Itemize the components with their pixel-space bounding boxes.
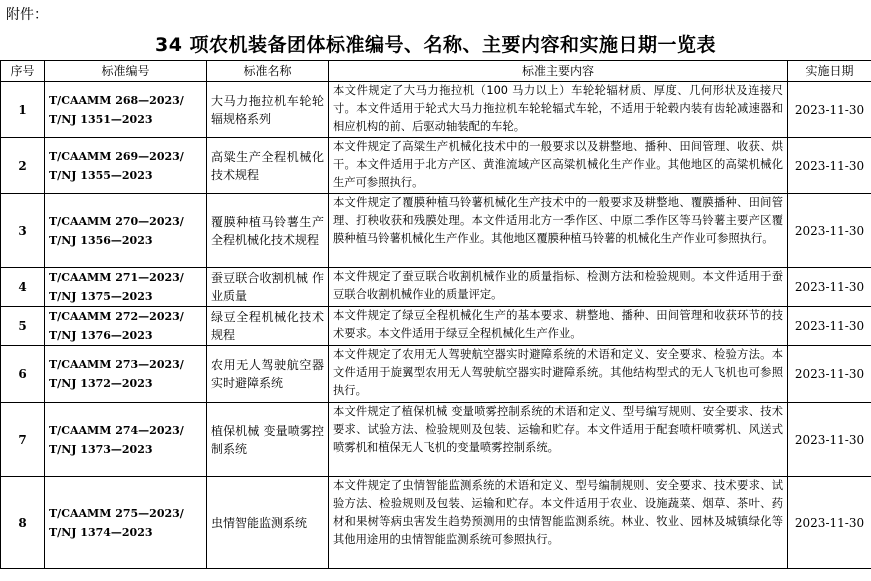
effective-date: 2023-11-30 bbox=[788, 346, 871, 403]
effective-date: 2023-11-30 bbox=[788, 82, 871, 138]
standard-name: 植保机械 变量喷雾控制系统 bbox=[207, 403, 329, 477]
row-index: 7 bbox=[1, 403, 45, 477]
standard-content: 本文件规定了绿豆全程机械化生产的基本要求、耕整地、播种、田间管理和收获环节的技术要求。本文件适用于绿豆全程机械化生产作业。 bbox=[329, 307, 788, 346]
table-row bbox=[1, 138, 871, 194]
standard-name: 覆膜种植马铃薯生产全程机械化技术规程 bbox=[207, 194, 329, 268]
standard-name: 绿豆全程机械化技术规程 bbox=[207, 307, 329, 346]
standard-code: T/CAAMM 273—2023/ T/NJ 1372—2023 bbox=[45, 346, 207, 403]
standard-code: T/CAAMM 274—2023/ T/NJ 1373—2023 bbox=[45, 403, 207, 477]
standard-content: 本文件规定了大马力拖拉机（100 马力以上）车轮轮辐材质、厚度、几何形状及连接尺寸。本文件适用于轮式大马力拖拉机车轮轮辐式车轮，不适用于轮毂内装有齿轮减速器和相应机构的前、后驱动轴装配的车轮。 bbox=[329, 82, 788, 138]
column-header-name: 标准名称 bbox=[207, 61, 329, 82]
row-index: 4 bbox=[1, 268, 45, 307]
table-row bbox=[1, 268, 871, 307]
standard-code: T/CAAMM 275—2023/ T/NJ 1374—2023 bbox=[45, 477, 207, 569]
standard-content: 本文件规定了虫情智能监测系统的术语和定义、型号编制规则、安全要求、技术要求、试验方法、检验规则及包装、运输和贮存。本文件适用于农业、设施蔬菜、烟草、茶叶、药材和果树等病虫害发生趋势预测用的虫情智能监测系统。林业、牧业、园林及城镇绿化等其他用途用的虫情智能监测系统可参照执行。 bbox=[329, 477, 788, 569]
standard-name: 农用无人驾驶航空器 实时避障系统 bbox=[207, 346, 329, 403]
table-row bbox=[1, 346, 871, 403]
standard-name: 大马力拖拉机车轮轮辐规格系列 bbox=[207, 82, 329, 138]
effective-date: 2023-11-30 bbox=[788, 403, 871, 477]
column-header-content: 标准主要内容 bbox=[329, 61, 788, 82]
row-index: 8 bbox=[1, 477, 45, 569]
attachment-label: 附件： bbox=[6, 7, 48, 23]
row-index: 3 bbox=[1, 194, 45, 268]
effective-date: 2023-11-30 bbox=[788, 138, 871, 194]
table-row bbox=[1, 194, 871, 268]
row-index: 6 bbox=[1, 346, 45, 403]
effective-date: 2023-11-30 bbox=[788, 477, 871, 569]
standards-table bbox=[0, 60, 871, 569]
table-row bbox=[1, 403, 871, 477]
table-header-row bbox=[1, 61, 871, 82]
standard-content: 本文件规定了农用无人驾驶航空器实时避障系统的术语和定义、安全要求、检验方法。本文件适用于旋翼型农用无人驾驶航空器实时避障系统。其他结构型式的无人飞机也可参照执行。 bbox=[329, 346, 788, 403]
standard-name: 高粱生产全程机械化技术规程 bbox=[207, 138, 329, 194]
standard-code: T/CAAMM 269—2023/ T/NJ 1355—2023 bbox=[45, 138, 207, 194]
table-row bbox=[1, 307, 871, 346]
standard-code: T/CAAMM 271—2023/ T/NJ 1375—2023 bbox=[45, 268, 207, 307]
standard-code: T/CAAMM 270—2023/ T/NJ 1356—2023 bbox=[45, 194, 207, 268]
row-index: 5 bbox=[1, 307, 45, 346]
standard-content: 本文件规定了高粱生产机械化技术中的一般要求以及耕整地、播种、田间管理、收获、烘干。本文件适用于北方产区、黄淮流域产区高粱机械化生产作业。其他地区的高粱机械化生产可参照执行。 bbox=[329, 138, 788, 194]
standard-content: 本文件规定了植保机械 变量喷雾控制系统的术语和定义、型号编写规则、安全要求、技术要求、试验方法、检验规则及包装、运输和贮存。本文件适用于配套喷杆喷雾机、风送式喷雾机和植保无人飞机的变量喷雾控制系统。 bbox=[329, 403, 788, 477]
effective-date: 2023-11-30 bbox=[788, 268, 871, 307]
table-row bbox=[1, 477, 871, 569]
row-index: 2 bbox=[1, 138, 45, 194]
row-index: 1 bbox=[1, 82, 45, 138]
standard-code: T/CAAMM 268—2023/ T/NJ 1351—2023 bbox=[45, 82, 207, 138]
page-title: 34 项农机装备团体标准编号、名称、主要内容和实施日期一览表 bbox=[154, 34, 717, 56]
standard-code: T/CAAMM 272—2023/ T/NJ 1376—2023 bbox=[45, 307, 207, 346]
column-header-code: 标准编号 bbox=[45, 61, 207, 82]
table-row bbox=[1, 82, 871, 138]
effective-date: 2023-11-30 bbox=[788, 194, 871, 268]
standard-content: 本文件规定了蚕豆联合收割机械作业的质量指标、检测方法和检验规则。本文件适用于蚕豆联合收割机械作业的质量评定。 bbox=[329, 268, 788, 307]
standard-name: 蚕豆联合收割机械 作业质量 bbox=[207, 268, 329, 307]
effective-date: 2023-11-30 bbox=[788, 307, 871, 346]
standard-name: 虫情智能监测系统 bbox=[207, 477, 329, 569]
column-header-date: 实施日期 bbox=[788, 61, 871, 82]
column-header-index: 序号 bbox=[1, 61, 45, 82]
standard-content: 本文件规定了覆膜种植马铃薯机械化生产技术中的一般要求及耕整地、覆膜播种、田间管理、打秧收获和残膜处理。本文件适用北方一季作区、中原二季作区等马铃薯主要产区覆膜种植马铃薯机械化生产作业。其他地区覆膜种植马铃薯的机械化生产作业可参照执行。 bbox=[329, 194, 788, 268]
